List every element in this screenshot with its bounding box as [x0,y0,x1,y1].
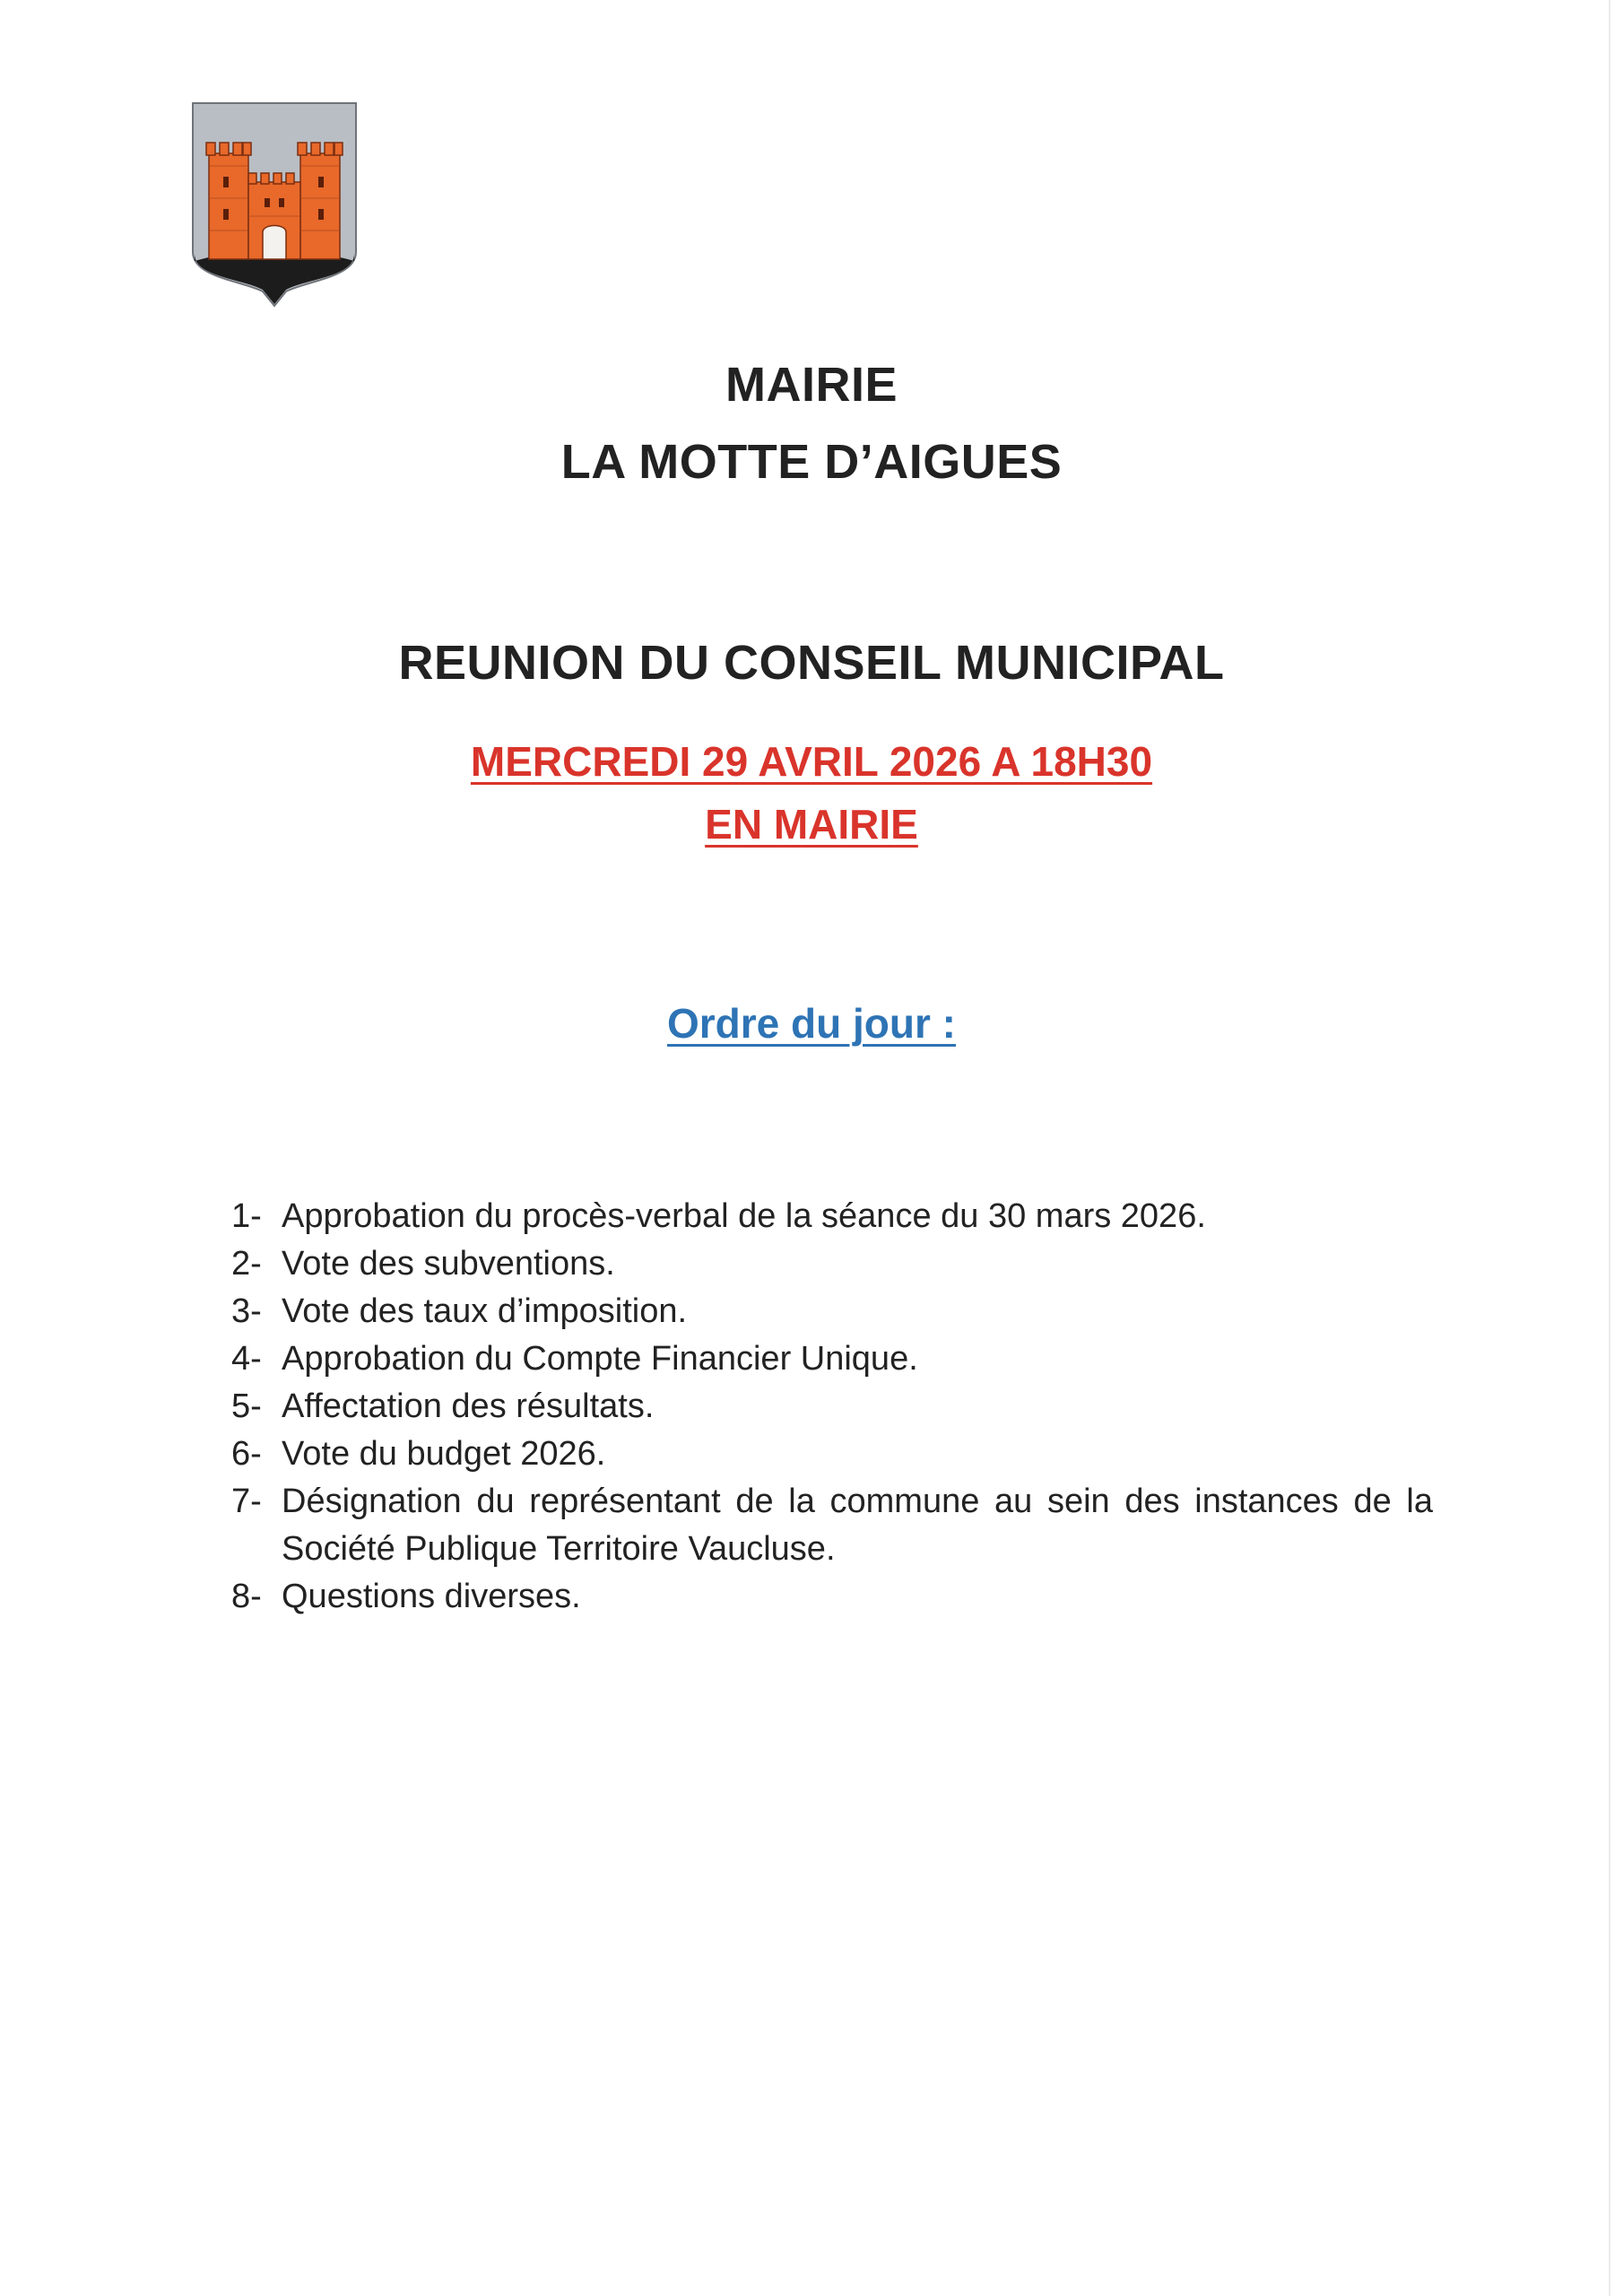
agenda-item-4 [231,1335,1433,1383]
agenda-item-text: Vote des subventions. [282,1245,615,1283]
meeting-date-time-text: MERCREDI 29 AVRIL 2026 A 18H30 [470,738,1153,785]
page-title: MAIRIE [725,358,898,412]
agenda-item-number: 5- [231,1387,262,1425]
agenda-item-number: 8- [231,1578,262,1615]
agenda-item-7 [231,1478,1433,1573]
agenda-list [231,1193,1433,1621]
agenda-item-number: 4- [231,1340,262,1378]
agenda-item-text: Questions diverses. [282,1578,581,1615]
meeting-location [0,801,1623,848]
agenda-item-3 [231,1288,1433,1335]
agenda-item-number: 7- [231,1483,262,1520]
agenda-item-text: Approbation du procès-verbal de la séance du 30 mars 2026. [282,1197,1206,1235]
agenda-item-number: 1- [231,1197,262,1235]
agenda-item-5 [231,1383,1433,1431]
agenda-item-text: Vote du budget 2026. [282,1435,606,1473]
agenda-item-8 [231,1573,1433,1621]
meeting-location-text: EN MAIRIE [705,801,918,848]
agenda-item-text: Approbation du Compte Financier Unique. [282,1340,918,1378]
scan-edge [1609,0,1610,2296]
agenda-item-2 [231,1240,1433,1288]
agenda-item-number: 2- [231,1245,262,1283]
meeting-date-time [0,738,1623,785]
agenda-item-text: Vote des taux d’imposition. [282,1292,688,1330]
municipal-crest-icon [191,101,358,308]
agenda-item-number: 3- [231,1292,262,1330]
agenda-title-text: Ordre du jour : [667,1000,956,1047]
agenda-item-1 [231,1193,1433,1240]
agenda-item-text: Désignation du représentant de la commune au sein des instances de la Société Publique Territoire Vaucluse. [282,1483,1433,1568]
agenda-item-6 [231,1431,1433,1478]
meeting-title: REUNION DU CONSEIL MUNICIPAL [398,636,1225,690]
agenda-title [0,1000,1623,1047]
agenda-item-text: Affectation des résultats. [282,1387,655,1425]
agenda-item-number: 6- [231,1435,262,1473]
commune-name: LA MOTTE D’AIGUES [560,435,1063,489]
